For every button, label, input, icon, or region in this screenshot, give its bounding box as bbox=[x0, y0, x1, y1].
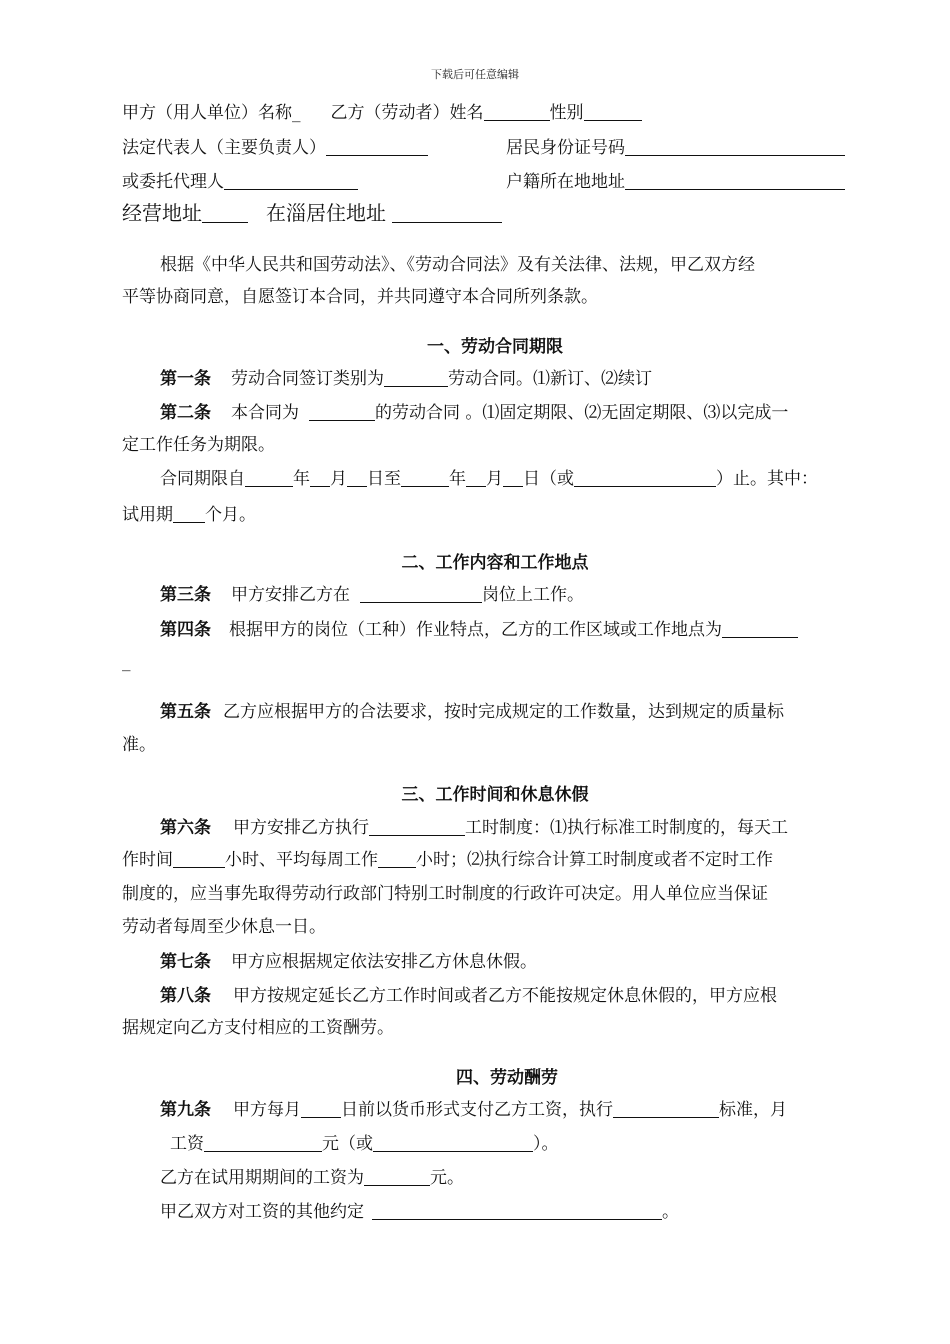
article-6-text-d: 小时、平均每周工作 bbox=[225, 850, 378, 870]
article-5-cont: 准。 bbox=[122, 735, 156, 755]
article-2-text-a: 本合同为 bbox=[231, 403, 299, 423]
article-2-cont: 定工作任务为期限。 bbox=[122, 435, 275, 455]
article-4-text-a: 根据甲方的岗位（工种）作业特点，乙方的工作区域或工作地点为 bbox=[229, 620, 722, 640]
article-6-text-c: 作时间 bbox=[122, 850, 173, 870]
article-6-text-e: 小时；⑵执行综合计算工时制度或者不定时工作 bbox=[416, 850, 773, 870]
article-9-text-b: 日前以货币形式支付乙方工资，执行 bbox=[341, 1100, 613, 1120]
party-a-name-label: 甲方（用人单位）名称_ bbox=[122, 103, 301, 123]
article-1 bbox=[160, 367, 652, 391]
party-b-name-field[interactable] bbox=[484, 102, 550, 121]
pay-standard-field[interactable] bbox=[613, 1099, 719, 1118]
other-pay-text-a: 甲乙双方对工资的其他约定 bbox=[160, 1202, 364, 1222]
article-3 bbox=[160, 583, 584, 607]
probation-pay-line bbox=[160, 1166, 464, 1190]
term-year-b: 年 bbox=[449, 469, 466, 489]
party-b-name-label: 乙方（劳动者）姓名 bbox=[330, 103, 484, 123]
agent-label: 或委托代理人 bbox=[122, 172, 224, 192]
article-6-line-3: 制度的，应当事先取得劳动行政部门特别工时制度的行政许可决定。用人单位应当保证 bbox=[122, 884, 768, 904]
term-text-a: 合同期限自 bbox=[160, 469, 245, 489]
section-title-4: 四、劳动酬劳 bbox=[456, 1068, 558, 1088]
article-2-text-b: 的劳动合同 。⑴固定期限、⑵无固定期限、⑶以完成一 bbox=[375, 403, 789, 423]
article-1-text-a: 劳动合同签订类别为 bbox=[231, 369, 384, 389]
article-6-text-b: 工时制度：⑴执行标准工时制度的，每天工 bbox=[465, 818, 788, 838]
article-3-text-a: 甲方安排乙方在 bbox=[231, 585, 350, 605]
start-year-field[interactable] bbox=[245, 468, 293, 487]
probation-pay-text-b: 元。 bbox=[430, 1168, 464, 1188]
article-6-line-4: 劳动者每周至少休息一日。 bbox=[122, 917, 326, 937]
id-number-field[interactable] bbox=[625, 137, 845, 156]
start-month-field[interactable] bbox=[310, 468, 330, 487]
legal-rep-line bbox=[122, 136, 428, 160]
article-1-label: 第一条 bbox=[160, 369, 211, 389]
gender-label: 性别 bbox=[549, 103, 584, 123]
article-9-text-d: 工资 bbox=[170, 1134, 204, 1154]
term-day-or: 日（或 bbox=[523, 469, 574, 489]
section-title-3: 三、工作时间和休息休假 bbox=[401, 785, 589, 805]
business-address-field[interactable] bbox=[202, 204, 248, 223]
article-3-label: 第三条 bbox=[160, 585, 211, 605]
article-7 bbox=[160, 950, 537, 974]
article-8 bbox=[160, 984, 777, 1008]
article-7-label: 第七条 bbox=[160, 952, 211, 972]
article-1-text-b: 劳动合同。⑴新订、⑵续订 bbox=[448, 369, 652, 389]
household-address-label: 户籍所在地地址 bbox=[506, 172, 625, 192]
probation-pay-field[interactable] bbox=[364, 1167, 430, 1186]
article-4 bbox=[160, 618, 798, 642]
agent-field[interactable] bbox=[224, 171, 358, 190]
position-field[interactable] bbox=[360, 584, 482, 603]
contract-term-line bbox=[160, 467, 818, 491]
article-9-text-c: 标准，月 bbox=[719, 1100, 787, 1120]
id-number-line bbox=[506, 136, 845, 160]
other-pay-line bbox=[160, 1200, 679, 1224]
article-9 bbox=[160, 1098, 787, 1122]
article-9-text-f: ）。 bbox=[533, 1134, 559, 1154]
probation-line bbox=[122, 503, 256, 527]
end-year-field[interactable] bbox=[401, 468, 449, 487]
term-alt-field[interactable] bbox=[574, 468, 716, 487]
preamble-line-2: 平等协商同意，自愿签订本合同，并共同遵守本合同所列条款。 bbox=[122, 287, 598, 307]
household-address-line bbox=[506, 170, 845, 194]
term-month-a: 月 bbox=[330, 469, 347, 489]
work-hours-system-field[interactable] bbox=[369, 817, 465, 836]
monthly-salary-field[interactable] bbox=[204, 1133, 322, 1152]
article-9-text-e: 元（或 bbox=[322, 1134, 373, 1154]
article-8-text-a: 甲方按规定延长乙方工作时间或者乙方不能按规定休息休假的，甲方应根 bbox=[233, 986, 777, 1006]
probation-text-a: 试用期 bbox=[122, 505, 173, 525]
daily-hours-field[interactable] bbox=[173, 849, 225, 868]
contract-type-field[interactable] bbox=[384, 368, 448, 387]
household-address-field[interactable] bbox=[625, 171, 845, 190]
pay-day-field[interactable] bbox=[301, 1099, 341, 1118]
article-9-text-a: 甲方每月 bbox=[233, 1100, 301, 1120]
article-6-label: 第六条 bbox=[160, 818, 211, 838]
article-9-label: 第九条 bbox=[160, 1100, 211, 1120]
term-month-b: 月 bbox=[486, 469, 503, 489]
page-header-note: 下载后可任意编辑 bbox=[431, 68, 519, 81]
start-day-field[interactable] bbox=[347, 468, 367, 487]
id-number-label: 居民身份证号码 bbox=[506, 138, 625, 158]
end-month-field[interactable] bbox=[466, 468, 486, 487]
article-6-line-2 bbox=[122, 848, 773, 872]
party-line-1 bbox=[122, 101, 642, 125]
article-7-text: 甲方应根据规定依法安排乙方休息休假。 bbox=[231, 952, 537, 972]
term-year-a: 年 bbox=[293, 469, 310, 489]
article-8-label: 第八条 bbox=[160, 986, 211, 1006]
article-5-text-a: 乙方应根据甲方的合法要求，按时完成规定的工作数量，达到规定的质量标 bbox=[223, 702, 784, 722]
end-day-field[interactable] bbox=[503, 468, 523, 487]
article-5 bbox=[160, 700, 784, 724]
weekly-hours-field[interactable] bbox=[378, 849, 416, 868]
article-4-cont: _ bbox=[122, 652, 131, 672]
probation-text-b: 个月。 bbox=[205, 505, 256, 525]
section-title-1: 一、劳动合同期限 bbox=[427, 337, 563, 357]
zibo-address-label: 在淄居住地址 bbox=[266, 201, 386, 225]
probation-months-field[interactable] bbox=[173, 504, 205, 523]
legal-rep-label: 法定代表人（主要负责人） bbox=[122, 138, 326, 158]
preamble-line-1: 根据《中华人民共和国劳动法》、《劳动合同法》及有关法律、法规，甲乙双方经 bbox=[160, 255, 755, 275]
article-9-line-2 bbox=[170, 1132, 559, 1156]
article-4-label: 第四条 bbox=[160, 620, 211, 640]
other-pay-field[interactable] bbox=[372, 1201, 662, 1220]
article-6-text-a: 甲方安排乙方执行 bbox=[233, 818, 369, 838]
other-pay-text-b: 。 bbox=[662, 1202, 679, 1222]
gender-field[interactable] bbox=[584, 102, 642, 121]
section-title-2: 二、工作内容和工作地点 bbox=[401, 553, 589, 573]
article-3-text-b: 岗位上工作。 bbox=[482, 585, 584, 605]
article-2-label: 第二条 bbox=[160, 403, 211, 423]
zibo-address-field[interactable] bbox=[392, 204, 502, 223]
legal-rep-field[interactable] bbox=[326, 137, 428, 156]
work-location-field[interactable] bbox=[722, 619, 798, 638]
term-day-to: 日至 bbox=[367, 469, 401, 489]
agent-line bbox=[122, 170, 358, 194]
article-2 bbox=[160, 401, 788, 425]
salary-alt-field[interactable] bbox=[373, 1133, 533, 1152]
business-address-label: 经营地址 bbox=[122, 201, 202, 225]
contract-term-type-field[interactable] bbox=[309, 402, 375, 421]
article-8-cont: 据规定向乙方支付相应的工资酬劳。 bbox=[122, 1018, 394, 1038]
probation-pay-text-a: 乙方在试用期期间的工资为 bbox=[160, 1168, 364, 1188]
term-end: ）止。其中： bbox=[716, 469, 818, 489]
article-5-label: 第五条 bbox=[160, 702, 211, 722]
address-line bbox=[122, 201, 502, 225]
article-6 bbox=[160, 816, 788, 840]
